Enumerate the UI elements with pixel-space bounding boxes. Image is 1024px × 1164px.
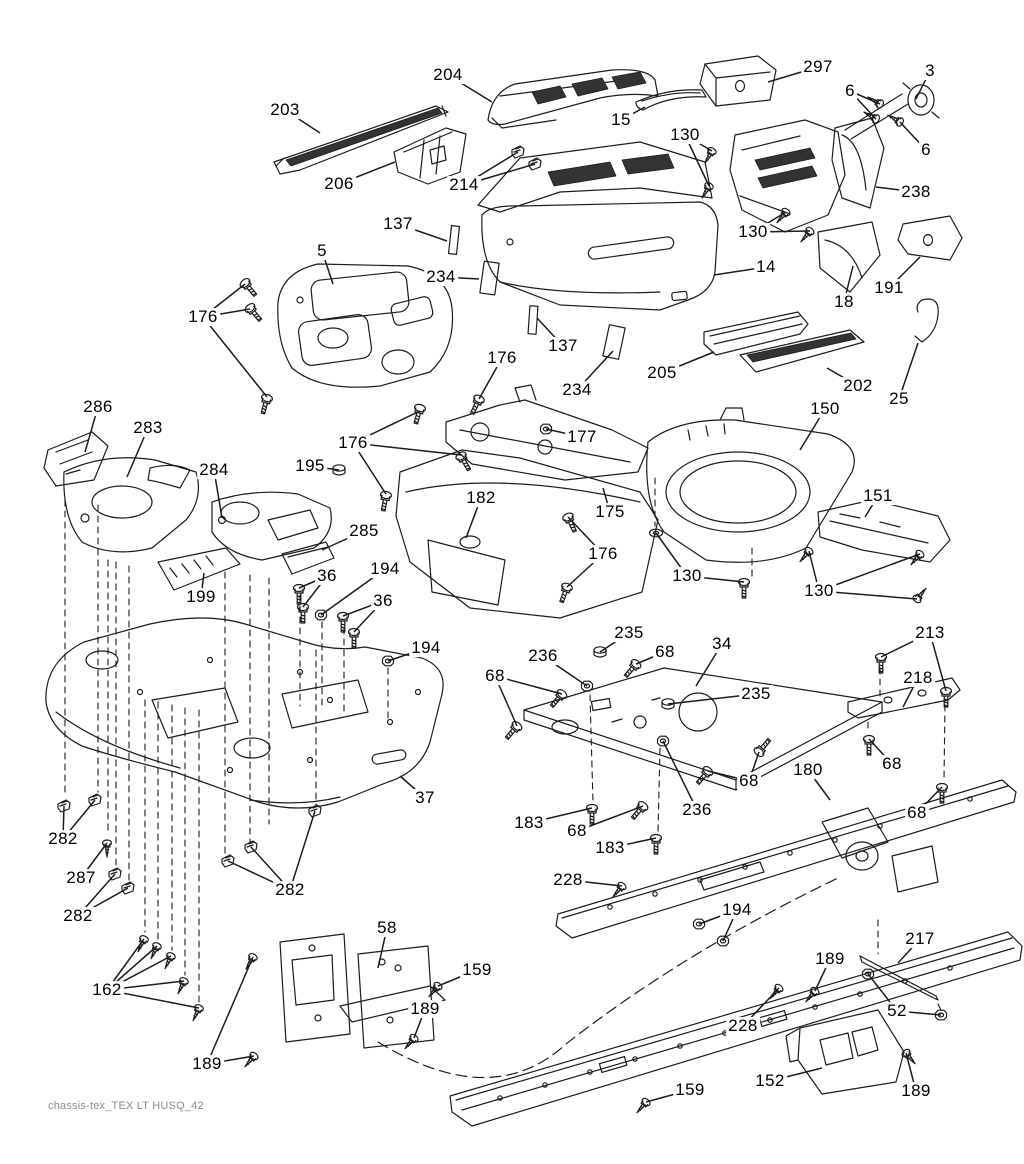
part-callout-152: 152 xyxy=(755,1071,785,1091)
part-callout-235: 235 xyxy=(741,684,771,704)
part-callout-195: 195 xyxy=(295,456,325,476)
part-callout-151: 151 xyxy=(863,486,893,506)
part-callout-236: 236 xyxy=(528,646,558,666)
part-callout-283: 283 xyxy=(133,418,163,438)
part-callout-150: 150 xyxy=(810,399,840,419)
part-callout-286: 286 xyxy=(83,397,113,417)
part-callout-194: 194 xyxy=(370,559,400,579)
part-callout-14: 14 xyxy=(756,257,776,277)
part-callout-5: 5 xyxy=(317,241,327,261)
part-callout-52: 52 xyxy=(887,1001,907,1021)
part-callout-218: 218 xyxy=(903,668,933,688)
part-callout-202: 202 xyxy=(843,376,873,396)
part-callout-68: 68 xyxy=(485,666,505,686)
part-callout-176: 176 xyxy=(487,348,517,368)
part-callout-189: 189 xyxy=(815,949,845,969)
part-callout-282: 282 xyxy=(48,829,78,849)
part-callout-189: 189 xyxy=(410,999,440,1019)
part-callout-189: 189 xyxy=(192,1054,222,1074)
part-callout-130: 130 xyxy=(804,581,834,601)
drawing-footnote: chassis-tex_TEX LT HUSQ_42 xyxy=(48,1100,204,1112)
part-callout-183: 183 xyxy=(514,813,544,833)
part-callout-68: 68 xyxy=(567,821,587,841)
part-callout-130: 130 xyxy=(738,222,768,242)
part-callout-58: 58 xyxy=(377,918,397,938)
part-callout-162: 162 xyxy=(92,980,122,1000)
part-callout-36: 36 xyxy=(373,591,393,611)
part-callout-18: 18 xyxy=(834,292,854,312)
part-callout-191: 191 xyxy=(874,278,904,298)
part-callout-234: 234 xyxy=(562,380,592,400)
part-callout-159: 159 xyxy=(675,1080,705,1100)
part-callout-68: 68 xyxy=(907,803,927,823)
part-callout-214: 214 xyxy=(449,175,479,195)
part-callout-36: 36 xyxy=(317,566,337,586)
part-callout-159: 159 xyxy=(462,960,492,980)
callout-leader-282 xyxy=(290,811,315,890)
part-callout-194: 194 xyxy=(411,638,441,658)
part-callout-236: 236 xyxy=(682,800,712,820)
part-callout-6: 6 xyxy=(845,81,855,101)
part-callout-204: 204 xyxy=(433,65,463,85)
part-callout-180: 180 xyxy=(793,760,823,780)
part-callout-282: 282 xyxy=(275,880,305,900)
part-callout-199: 199 xyxy=(186,587,216,607)
callout-leader-189 xyxy=(207,957,253,1064)
part-callout-68: 68 xyxy=(655,642,675,662)
part-callout-234: 234 xyxy=(426,267,456,287)
part-callout-235: 235 xyxy=(614,623,644,643)
part-callout-176: 176 xyxy=(588,544,618,564)
part-callout-238: 238 xyxy=(901,182,931,202)
part-callout-6: 6 xyxy=(921,140,931,160)
part-callout-205: 205 xyxy=(647,363,677,383)
part-callout-68: 68 xyxy=(882,754,902,774)
part-callout-34: 34 xyxy=(712,634,732,654)
part-callout-15: 15 xyxy=(611,110,631,130)
part-callout-68: 68 xyxy=(739,771,759,791)
part-callout-182: 182 xyxy=(466,488,496,508)
part-callout-137: 137 xyxy=(383,214,413,234)
part-callout-130: 130 xyxy=(670,125,700,145)
part-callout-183: 183 xyxy=(595,838,625,858)
part-callout-175: 175 xyxy=(595,502,625,522)
callout-leader-176 xyxy=(203,317,267,397)
part-callout-194: 194 xyxy=(722,900,752,920)
part-callout-282: 282 xyxy=(63,906,93,926)
part-callout-217: 217 xyxy=(905,929,935,949)
part-callout-130: 130 xyxy=(672,566,702,586)
part-callout-25: 25 xyxy=(889,389,909,409)
part-callout-285: 285 xyxy=(349,521,379,541)
part-callout-206: 206 xyxy=(324,174,354,194)
part-callout-37: 37 xyxy=(415,788,435,808)
part-callout-189: 189 xyxy=(901,1081,931,1101)
part-callout-176: 176 xyxy=(338,433,368,453)
part-callout-228: 228 xyxy=(728,1016,758,1036)
part-callout-297: 297 xyxy=(803,57,833,77)
part-callout-137: 137 xyxy=(548,336,578,356)
part-callout-228: 228 xyxy=(553,870,583,890)
part-callout-176: 176 xyxy=(188,307,218,327)
part-callout-213: 213 xyxy=(915,623,945,643)
part-callout-203: 203 xyxy=(270,100,300,120)
part-callout-177: 177 xyxy=(567,427,597,447)
part-callout-3: 3 xyxy=(925,61,935,81)
part-callout-284: 284 xyxy=(199,460,229,480)
part-callout-287: 287 xyxy=(66,868,96,888)
